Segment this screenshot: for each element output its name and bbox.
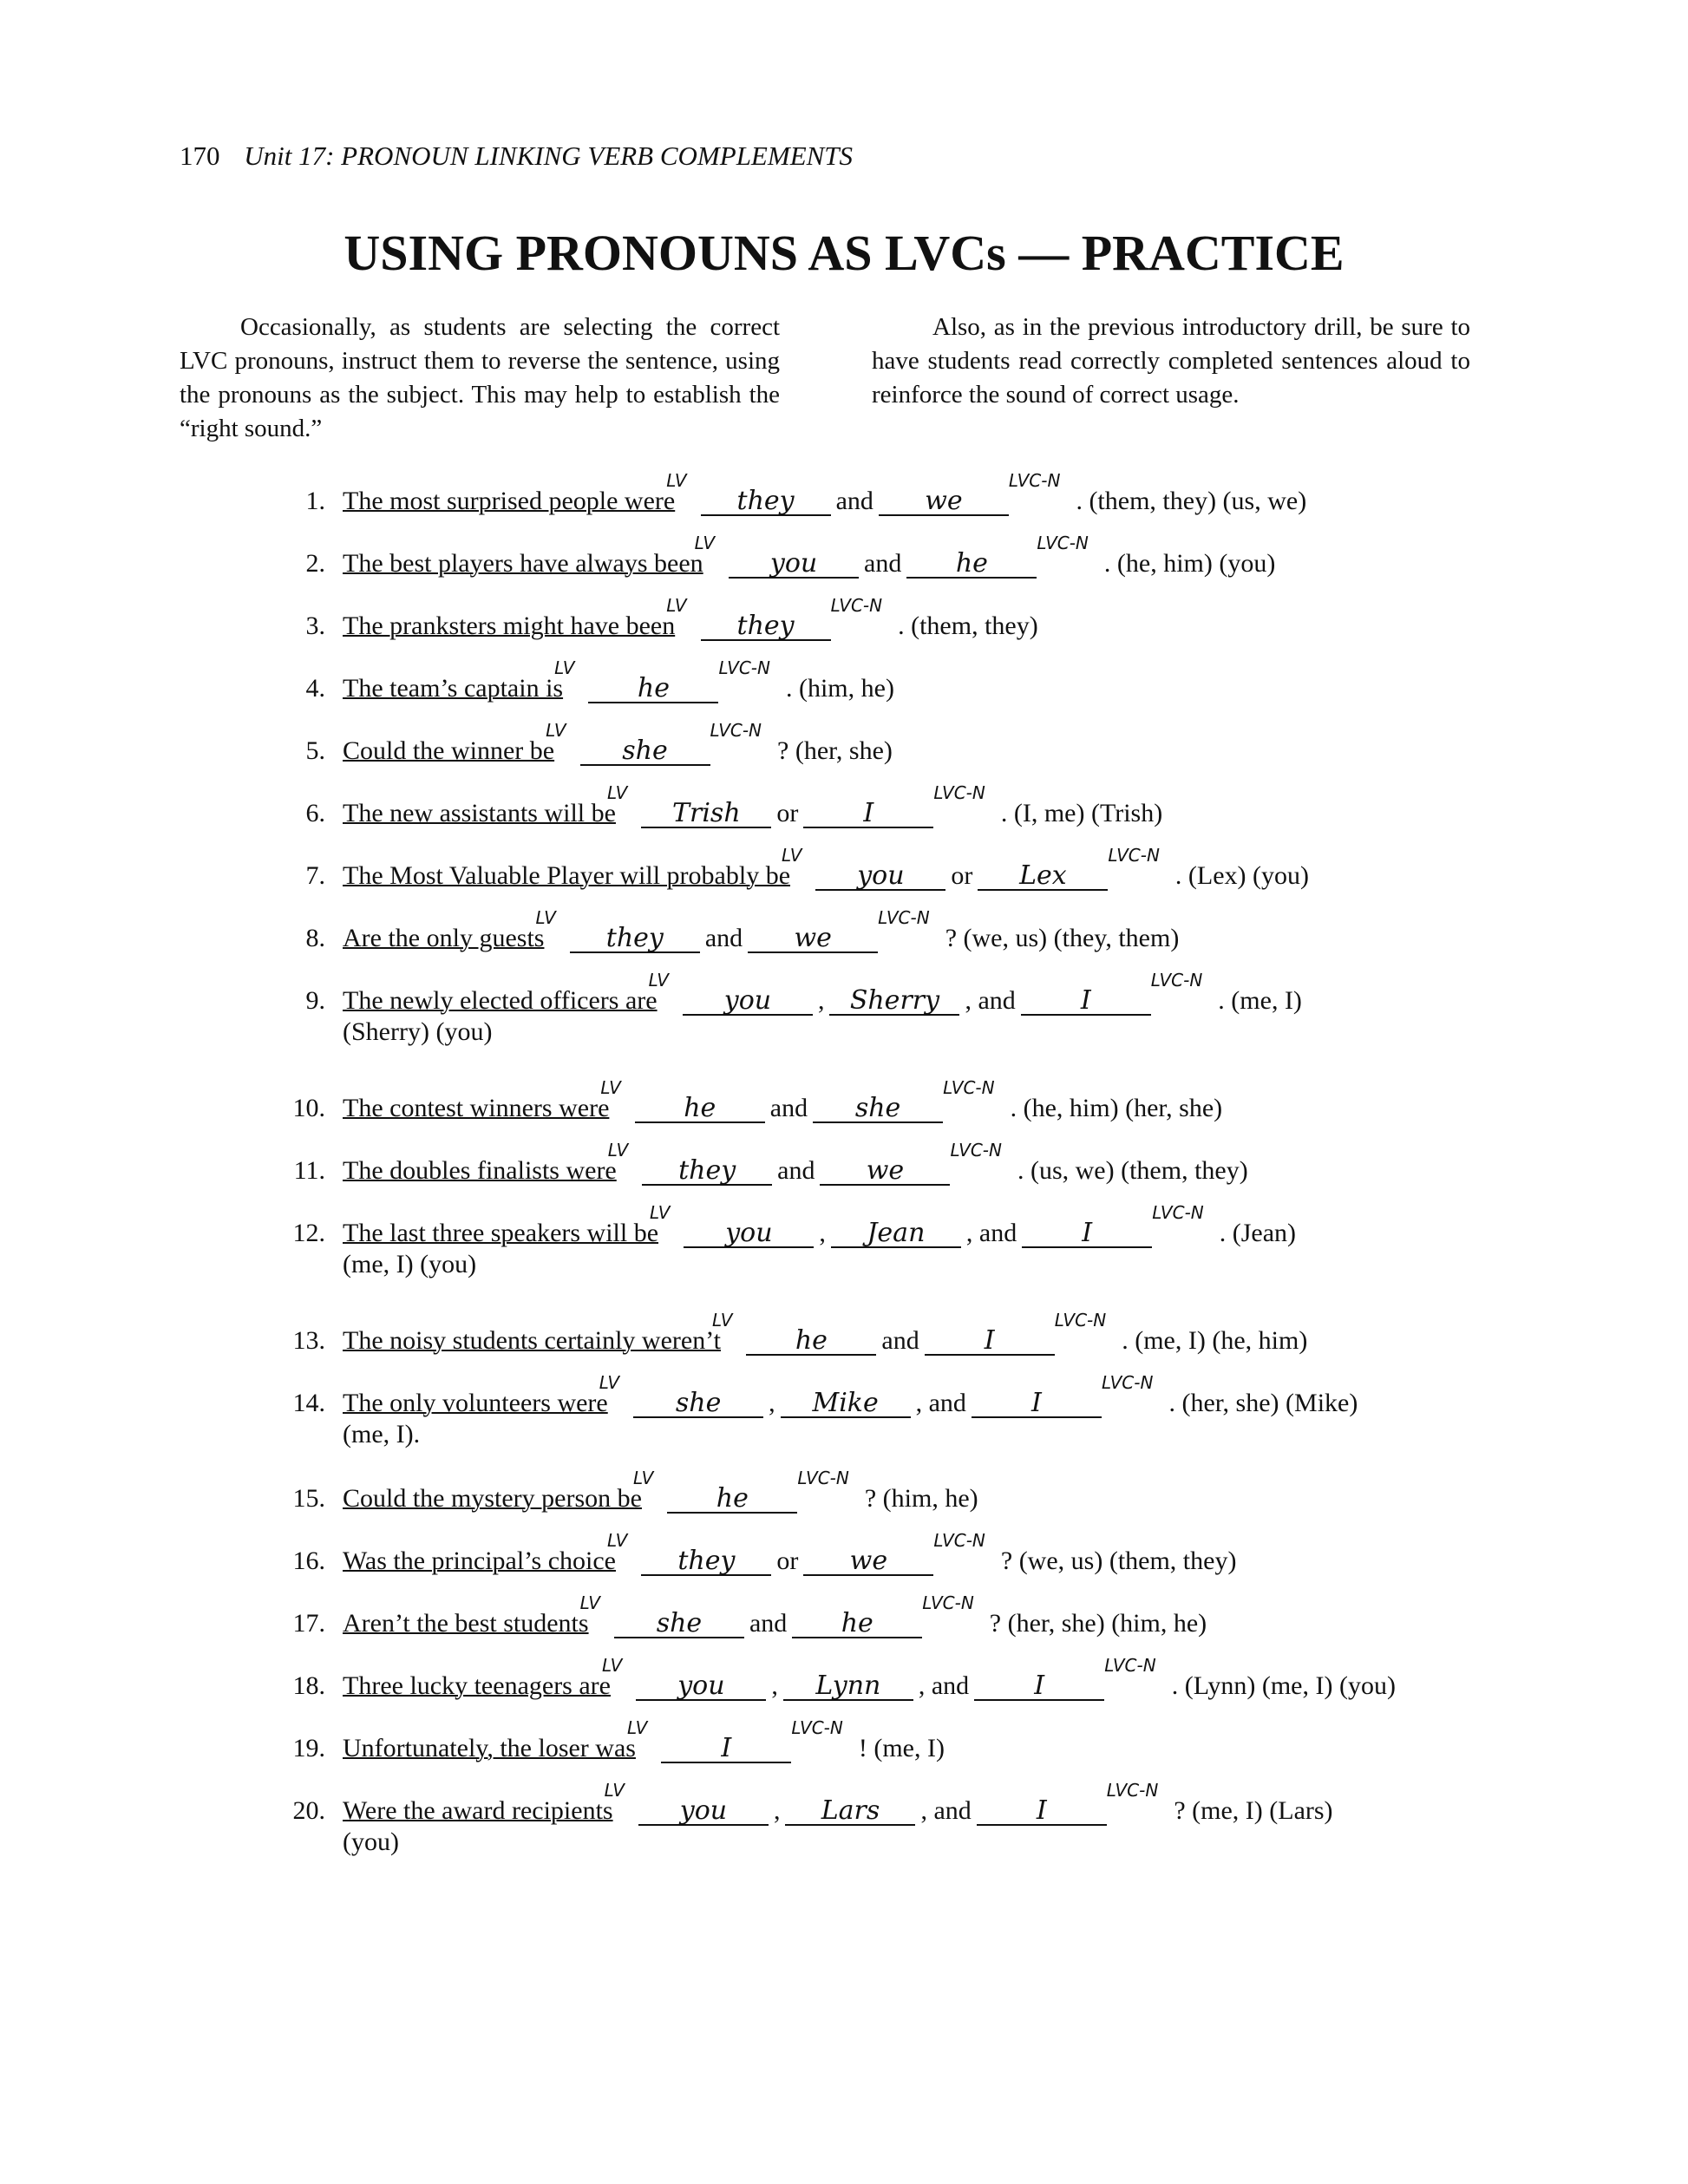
item-sentence [343,657,894,706]
item-stem: The Most Valuable Player will probably be [343,861,791,890]
lv-annotation: LV [535,907,556,928]
item-number: 14. [292,1389,325,1417]
lv-annotation: LV [599,1372,620,1393]
lv-annotation: LV [650,1202,671,1223]
item-number: 18. [292,1671,325,1700]
lvc-n-annotation: LVC-N [922,1592,974,1613]
item-choices-continued: (me, I) (you) [343,1250,477,1278]
item-sentence [343,1780,1333,1828]
item-choices-continued: (Sherry) (you) [343,1017,493,1046]
item-sentence [343,1468,978,1516]
answer-blank[interactable]: we [748,925,878,953]
lv-annotation: LV [606,782,628,803]
item-number: 6. [305,799,325,827]
answer-blank[interactable]: you [729,551,859,579]
item-choices: . (Jean) [1219,1219,1297,1247]
lv-annotation: LV [554,657,575,678]
lv-annotation: LV [606,1530,628,1551]
lv-annotation: LV [712,1310,733,1331]
answer-blank[interactable]: you [636,1673,766,1701]
lv-annotation: LV [604,1780,625,1801]
answer-joiner: or [776,1546,799,1575]
page-number: 170 [180,141,220,171]
answer-joiner: , and [965,986,1016,1015]
answer-joiner: , [771,1671,778,1700]
item-sentence [343,1592,1207,1641]
lvc-n-annotation: LVC-N [718,657,770,678]
item-number: 9. [305,986,325,1015]
answer-blank[interactable]: they [641,1548,771,1576]
lvc-n-annotation: LVC-N [1037,533,1089,553]
answer-joiner: and [769,1094,808,1122]
lv-annotation: LV [601,1655,623,1676]
item-sentence [343,907,1180,956]
lvc-n-annotation: LVC-N [797,1468,849,1488]
item-choices: . (Lynn) (me, I) (you) [1171,1671,1396,1700]
item-sentence [343,1530,1237,1579]
answer-joiner: , [817,986,825,1015]
answer-blank[interactable]: he [667,1486,797,1514]
item-choices: ? (her, she) [777,736,893,765]
page-title: USING PRONOUNS AS LVCs — PRACTICE [343,225,1345,281]
lv-annotation: LV [546,720,566,741]
item-sentence [343,1202,1297,1251]
answer-blank[interactable]: we [879,488,1009,516]
intro-left-paragraph: Occasionally, as students are selecting the correct LVC pronouns, instruct them to reverse the sentence, using the pronouns as the subject. This may help to establish the “right sound.” [180,313,780,442]
item-choices: . (me, I) [1218,986,1302,1015]
lv-annotation: LV [607,1140,629,1161]
item-number: 17. [292,1609,325,1638]
answer-joiner: , and [918,1671,970,1700]
lvc-n-annotation: LVC-N [1150,970,1203,991]
answer-blank[interactable]: you [815,863,945,891]
answer-blank[interactable]: he [906,551,1037,579]
item-choices: ? (we, us) (they, them) [945,924,1180,952]
answer-blank[interactable]: she [580,738,710,766]
lvc-n-annotation: LVC-N [1104,1655,1156,1676]
item-stem: The noisy students certainly weren’t [343,1326,721,1355]
lv-annotation: LV [648,970,669,991]
item-sentence [343,595,1038,644]
item-sentence [343,845,1310,893]
answer-blank[interactable]: I [803,801,933,828]
item-sentence [343,782,1163,831]
item-choices: ? (we, us) (them, they) [1000,1546,1237,1575]
item-number: 8. [305,924,325,952]
answer-blank[interactable]: you [638,1798,769,1826]
lvc-n-annotation: LVC-N [1106,1780,1159,1801]
item-number: 7. [305,861,325,890]
answer-blank[interactable]: you [683,988,813,1016]
answer-joiner: , [773,1796,781,1825]
answer-blank[interactable]: I [974,1673,1104,1701]
answer-blank[interactable]: I [661,1736,791,1763]
item-stem: The only volunteers were [343,1389,608,1417]
item-number: 1. [305,487,325,515]
lvc-n-annotation: LVC-N [933,1530,985,1551]
item-sentence [343,720,893,768]
item-sentence [343,1717,945,1766]
item-number: 20. [292,1796,325,1825]
item-sentence [343,1372,1358,1421]
answer-joiner: , and [965,1219,1017,1247]
answer-blank[interactable]: Lex [978,863,1108,891]
answer-blank[interactable]: she [614,1611,744,1638]
item-stem: Aren’t the best students [343,1609,589,1638]
answer-blank[interactable]: I [972,1390,1102,1418]
item-choices-continued: (me, I). [343,1420,421,1448]
answer-blank[interactable]: Mike [781,1390,911,1418]
answer-joiner: , [819,1219,826,1247]
answer-blank[interactable]: we [820,1158,950,1186]
answer-blank[interactable]: I [925,1328,1055,1356]
answer-blank[interactable]: Trish [641,801,771,828]
lv-annotation: LV [600,1077,621,1098]
item-number: 15. [292,1484,325,1513]
answer-blank[interactable]: you [684,1220,814,1248]
lvc-n-annotation: LVC-N [710,720,762,741]
answer-blank[interactable]: we [803,1548,933,1576]
answer-blank[interactable]: I [977,1798,1107,1826]
answer-joiner: and [881,1326,919,1355]
answer-joiner: and [835,487,873,515]
lvc-n-annotation: LVC-N [950,1140,1002,1161]
item-stem: The last three speakers will be [343,1219,659,1247]
item-sentence [343,470,1307,519]
item-stem: Are the only guests [343,924,545,952]
item-choices: ! (me, I) [858,1734,945,1762]
item-choices: ? (her, she) (him, he) [989,1609,1207,1638]
lvc-n-annotation: LVC-N [1101,1372,1154,1393]
lv-annotation: LV [579,1592,600,1613]
page-header [180,141,853,172]
lv-annotation: LV [626,1717,648,1738]
item-stem: Could the winner be [343,736,555,765]
item-stem: Could the mystery person be [343,1484,642,1513]
lv-annotation: LV [782,845,802,866]
item-choices: . (them, they) [898,611,1038,640]
item-stem: The team’s captain is [343,674,564,703]
answer-blank[interactable]: they [701,613,831,641]
lvc-n-annotation: LVC-N [878,907,930,928]
item-stem: The newly elected officers are [343,986,658,1015]
lv-annotation: LV [694,533,716,553]
item-sentence [343,1310,1308,1358]
item-number: 16. [292,1546,325,1575]
item-number: 13. [292,1326,325,1355]
intro-right-paragraph: Also, as in the previous introductory drill, be sure to have students read correctly completed sentences aloud to reinforce the sound of correct usage. [872,313,1470,409]
answer-joiner: and [749,1609,788,1638]
item-choices: . (he, him) (you) [1103,549,1276,578]
item-stem: The doubles finalists were [343,1156,617,1185]
answer-joiner: , and [915,1389,966,1417]
item-stem: Were the award recipients [343,1796,613,1825]
item-number: 2. [305,549,325,578]
item-sentence [343,533,1276,581]
unit-title: Unit 17: PRONOUN LINKING VERB COMPLEMENTS [244,141,854,171]
answer-joiner: or [776,799,799,827]
answer-blank[interactable]: Lars [785,1798,915,1826]
lvc-n-annotation: LVC-N [830,595,883,616]
item-choices: . (us, we) (them, they) [1017,1156,1248,1185]
lv-annotation: LV [666,595,687,616]
lvc-n-annotation: LVC-N [1008,470,1061,491]
item-stem: Was the principal’s choice [343,1546,616,1575]
item-number: 11. [293,1156,325,1185]
answer-blank[interactable]: they [701,488,831,516]
item-choices: . (I, me) (Trish) [1000,799,1163,827]
lvc-n-annotation: LVC-N [1152,1202,1204,1223]
answer-joiner: , [769,1389,775,1417]
item-number: 10. [292,1094,325,1122]
item-choices: . (them, they) (us, we) [1076,487,1307,515]
lvc-n-annotation: LVC-N [791,1717,843,1738]
answer-blank[interactable]: she [813,1095,943,1123]
item-stem: The new assistants will be [343,799,616,827]
answer-blank[interactable]: he [635,1095,765,1123]
answer-joiner: and [864,549,902,578]
answer-blank[interactable]: Sherry [829,988,959,1016]
answer-blank[interactable]: he [746,1328,876,1356]
item-choices: ? (me, I) (Lars) [1174,1796,1333,1825]
item-choices: . (him, he) [785,674,894,703]
item-stem: Unfortunately, the loser was [343,1734,636,1762]
lv-annotation: LV [632,1468,654,1488]
item-choices: . (Lex) (you) [1174,861,1310,890]
item-stem: The contest winners were [343,1094,610,1122]
item-sentence [343,1077,1223,1126]
answer-joiner: and [704,924,743,952]
lvc-n-annotation: LVC-N [933,782,985,803]
item-number: 12. [292,1219,325,1247]
answer-blank[interactable]: he [588,676,718,703]
item-number: 4. [305,674,325,703]
item-stem: Three lucky teenagers are [343,1671,611,1700]
answer-blank[interactable]: Jean [831,1220,961,1248]
item-choices: ? (him, he) [864,1484,978,1513]
lvc-n-annotation: LVC-N [1108,845,1160,866]
answer-blank[interactable]: he [792,1611,922,1638]
item-choices: . (he, him) (her, she) [1010,1094,1223,1122]
item-choices-continued: (you) [343,1828,399,1856]
item-sentence [343,1140,1248,1188]
item-number: 3. [305,611,325,640]
answer-joiner: or [951,861,973,890]
item-stem: The best players have always been [343,549,703,578]
item-stem: The most surprised people were [343,487,676,515]
answer-joiner: and [777,1156,815,1185]
item-sentence [343,1655,1396,1703]
answer-blank[interactable]: Lynn [783,1673,913,1701]
lvc-n-annotation: LVC-N [943,1077,995,1098]
lvc-n-annotation: LVC-N [1054,1310,1107,1331]
answer-blank[interactable]: they [570,925,700,953]
item-sentence [343,970,1302,1018]
lv-annotation: LV [666,470,687,491]
answer-blank[interactable]: I [1021,988,1151,1016]
item-number: 5. [305,736,325,765]
answer-blank[interactable]: they [642,1158,772,1186]
item-choices: . (her, she) (Mike) [1168,1389,1358,1417]
answer-blank[interactable]: she [633,1390,763,1418]
item-choices: . (me, I) (he, him) [1122,1326,1308,1355]
answer-joiner: , and [920,1796,972,1825]
answer-blank[interactable]: I [1022,1220,1152,1248]
item-number: 19. [292,1734,325,1762]
item-stem: The pranksters might have been [343,611,676,640]
